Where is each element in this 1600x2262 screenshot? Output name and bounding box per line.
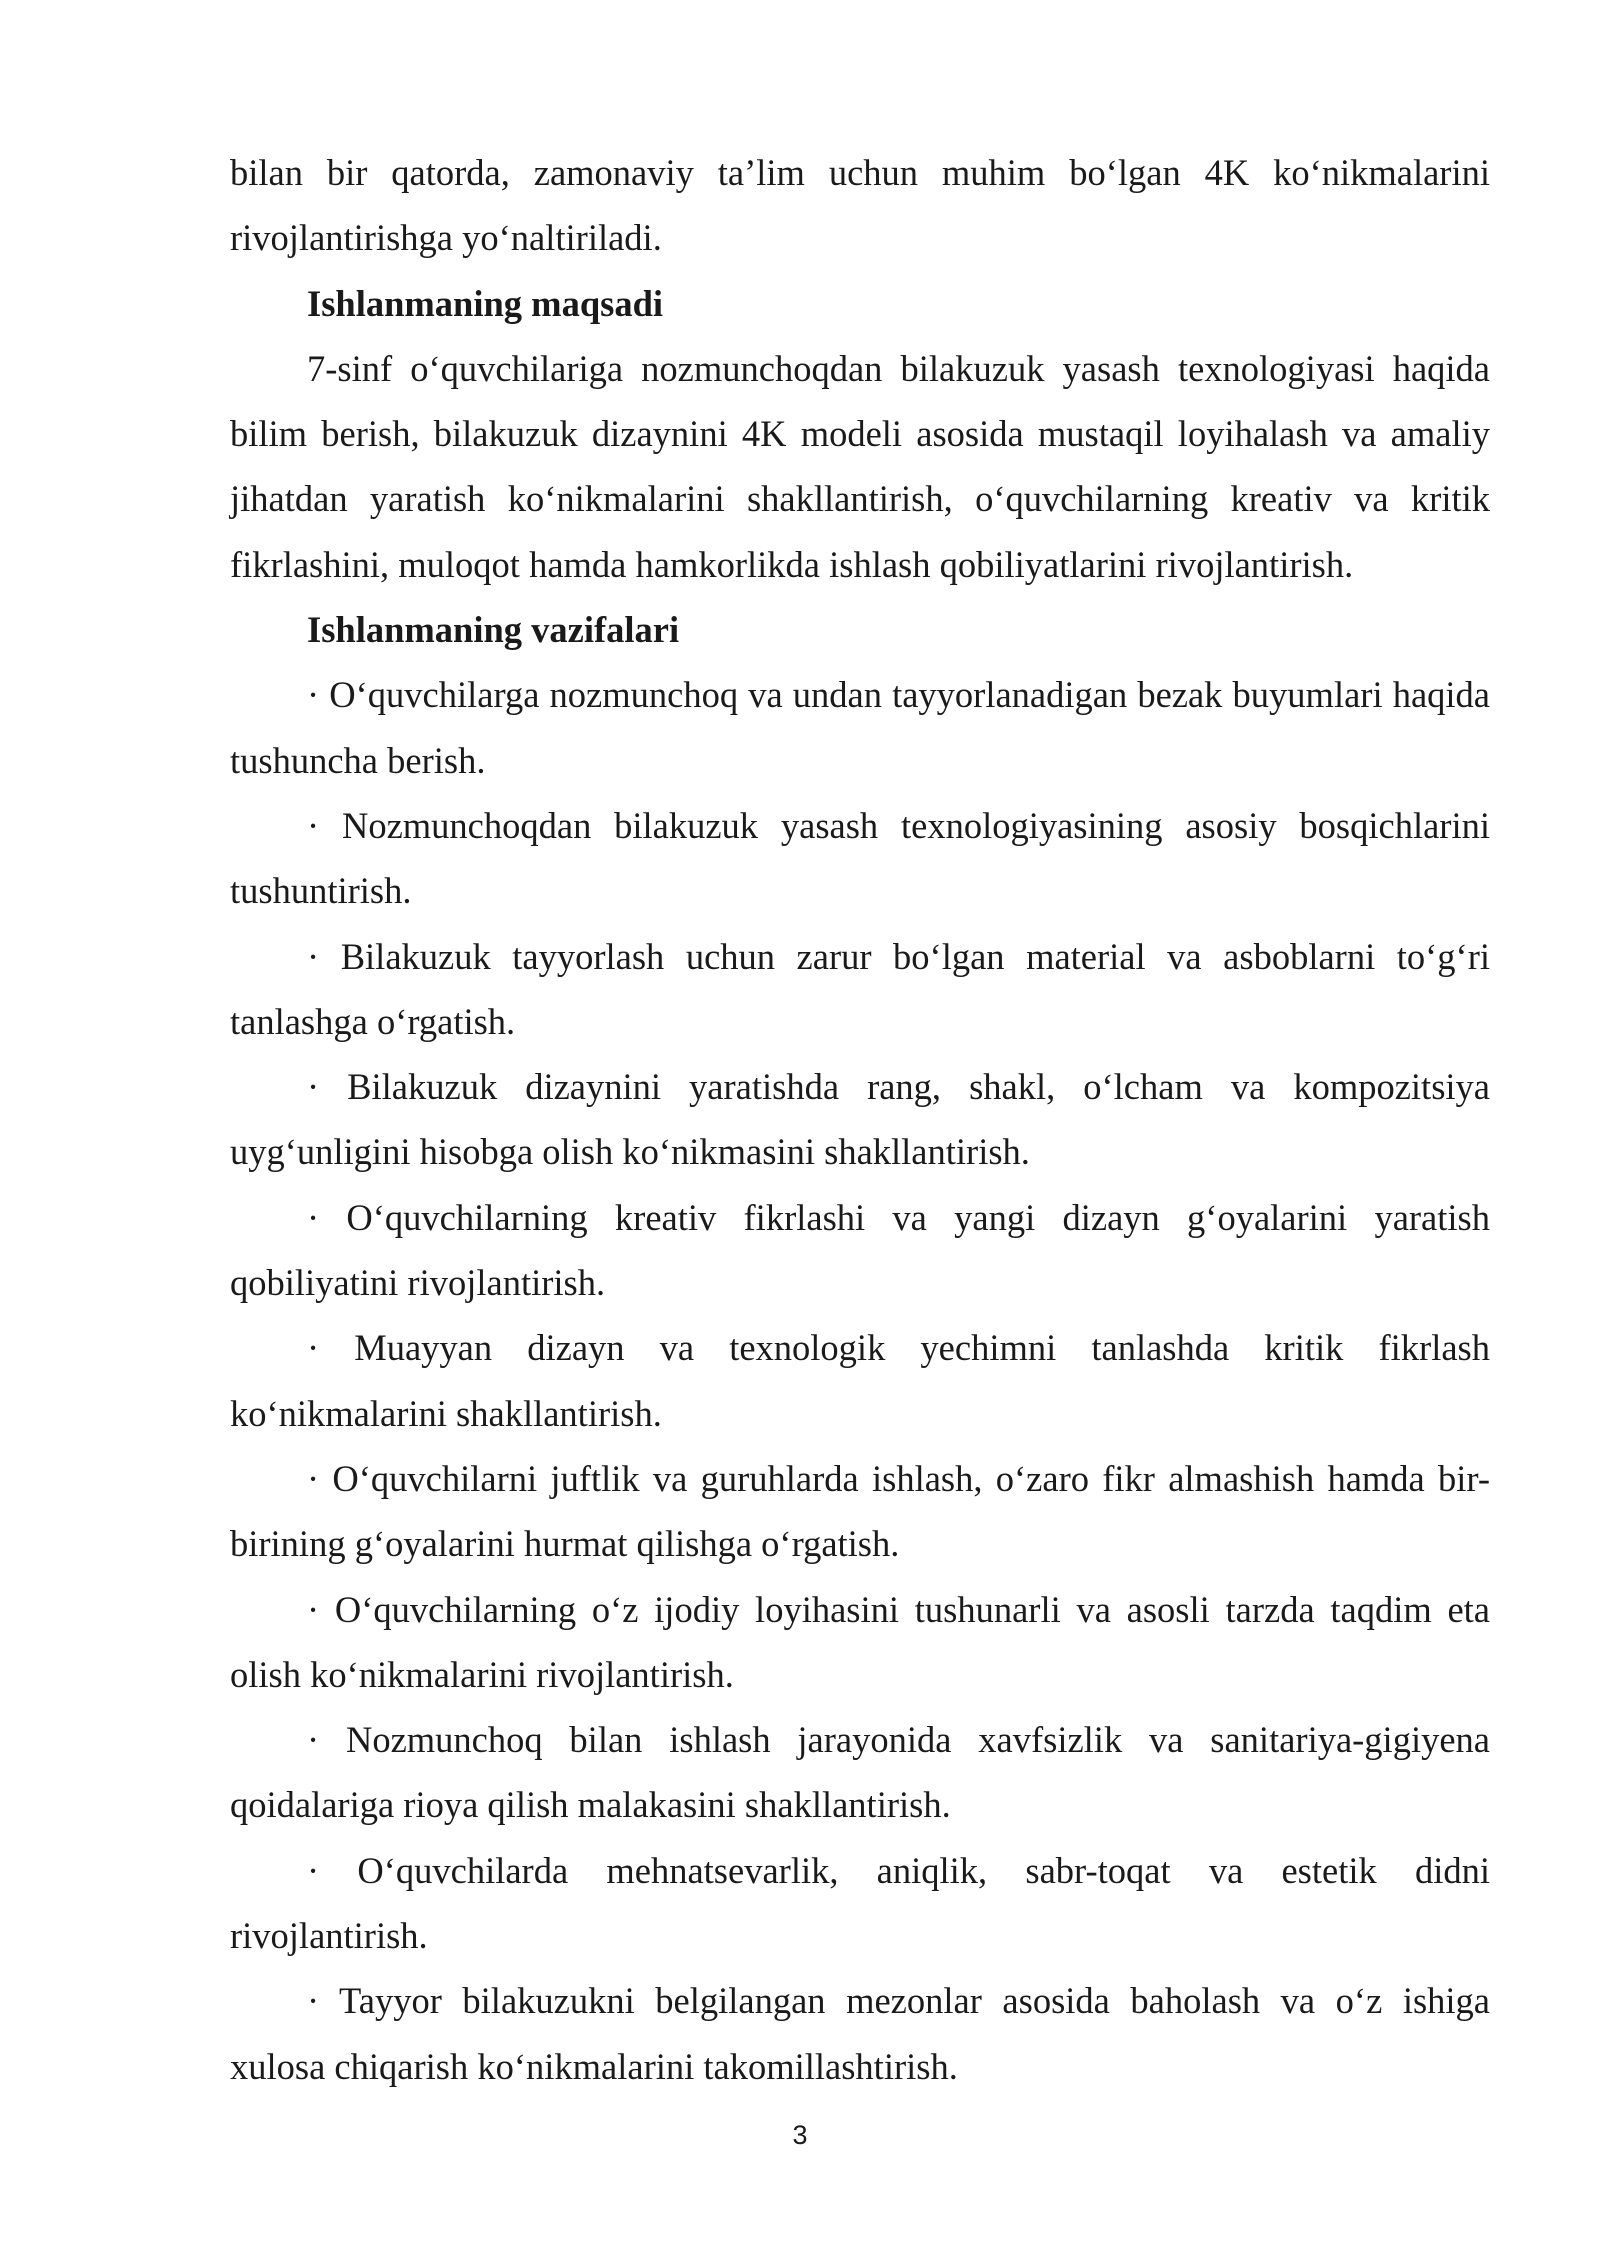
task-item: · Bilakuzuk dizaynini yaratishda rang, shakl, o‘lcham va kompozitsiya uyg‘unligini hisobga olish ko‘nikmasini shakllantirish. [230,1066,1490,1173]
goal-heading: Ishlanmaning maqsadi [307,282,664,324]
task-item: · O‘quvchilarning kreativ fikrlashi va yangi dizayn g‘oyalarini yaratish qobiliyatini rivojlantirish. [230,1196,1490,1304]
task-item: · O‘quvchilarga nozmunchoq va undan tayyorlanadigan bezak buyumlari haqida tushuncha berish. [230,674,1490,781]
task-item: · Bilakuzuk tayyorlash uchun zarur bo‘lgan material va asboblarni to‘g‘ri tanlashga o‘rgatish. [230,935,1490,1042]
task-item: · Tayyor bilakuzukni belgilangan mezonlar asosida baholash va o‘z ishiga xulosa chiqarish ko‘nikmalarini takomillashtirish. [230,1980,1490,2087]
task-item: · Nozmunchoq bilan ishlash jarayonida xavfsizlik va sanitariya-gigiyena qoidalariga rioya qilish malakasini shakllantirish. [230,1719,1490,1826]
intro-paragraph: bilan bir qatorda, zamonaviy ta’lim uchun muhim bo‘lgan 4K ko‘nikmalarini rivojlantirishga yo‘naltiriladi. [230,152,1490,259]
task-item: · Nozmunchoqdan bilakuzuk yasash texnologiyasining asosiy bosqichlarini tushuntirish. [230,804,1490,912]
goal-paragraph: 7-sinf o‘quvchilariga nozmunchoqdan bilakuzuk yasash texnologiyasi haqida bilim berish, bilakuzuk dizaynini 4K modeli asosida mustaqil loyihalash va amaliy jihatdan yaratish ko‘nikmalarini shakllantirish, o‘quvchilarning kreativ va kritik fikrlashini, muloqot hamda hamkorlikda ishlash qobiliyatlarini rivojlantirish. [230,347,1490,585]
task-item: · O‘quvchilarning o‘z ijodiy loyihasini tushunarli va asosli tarzda taqdim eta olish ko‘nikmalarini rivojlantirish. [230,1588,1490,1695]
page-number: 3 [792,2120,808,2150]
task-item: · O‘quvchilarda mehnatsevarlik, aniqlik, sabr-toqat va estetik didni rivojlantirish. [230,1849,1490,1957]
document-page [230,140,1490,2099]
tasks-heading: Ishlanmaning vazifalari [307,609,680,651]
task-item: · Muayyan dizayn va texnologik yechimni tanlashda kritik fikrlash ko‘nikmalarini shakllantirish. [230,1327,1490,1434]
task-item: · O‘quvchilarni juftlik va guruhlarda ishlash, o‘zaro fikr almashish hamda bir-birining g‘oyalarini hurmat qilishga o‘rgatish. [230,1457,1490,1565]
tasks-list [230,662,1490,2099]
